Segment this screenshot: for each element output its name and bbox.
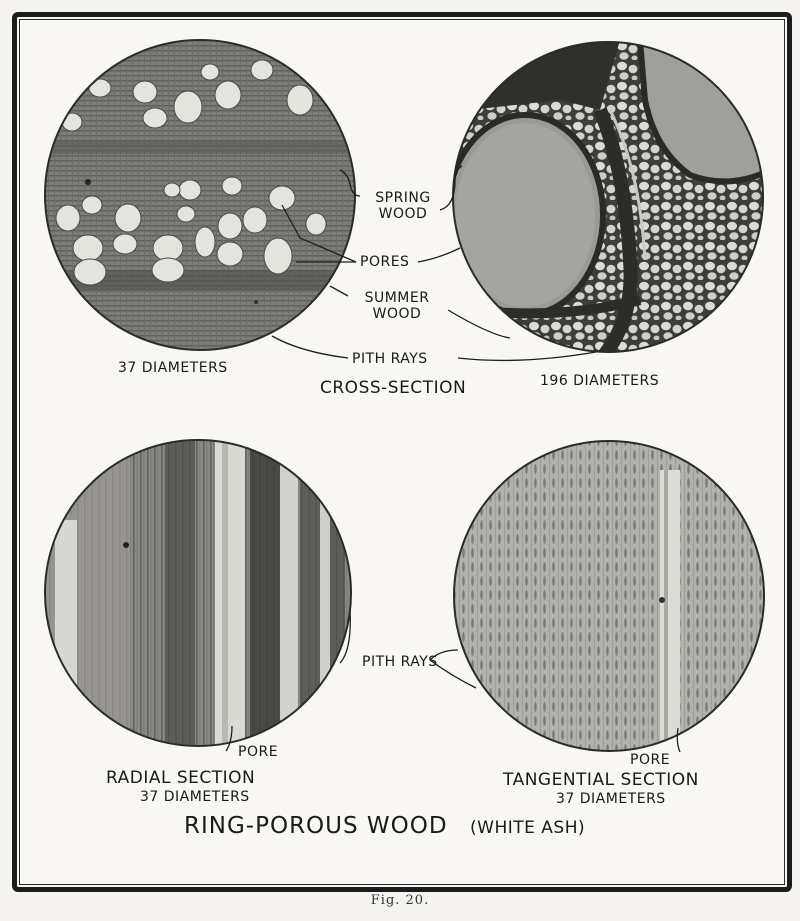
- pore-right-label: PORE: [630, 752, 671, 768]
- tangential-section-title: TANGENTIAL SECTION: [503, 770, 699, 790]
- main-title: RING-POROUS WOOD: [184, 813, 448, 839]
- radial-section-micrograph: [40, 435, 360, 755]
- magnification-196: 196 DIAMETERS: [540, 373, 660, 389]
- pore-left-label: PORE: [238, 744, 279, 760]
- spring-wood-label: SPRING WOOD: [375, 190, 431, 222]
- pith-rays-top-label: PITH RAYS: [352, 351, 428, 367]
- main-title-subtitle: (WHITE ASH): [470, 818, 586, 838]
- pith-rays-bottom-label: PITH RAYS: [362, 654, 438, 670]
- cross-section-high-micrograph: [447, 40, 770, 360]
- radial-magnification: 37 DIAMETERS: [140, 789, 250, 805]
- pores-label: PORES: [360, 254, 410, 270]
- radial-section-title: RADIAL SECTION: [106, 768, 256, 788]
- cross-section-title: CROSS-SECTION: [320, 378, 467, 398]
- summer-wood-label: SUMMER WOOD: [364, 290, 430, 322]
- tangential-magnification: 37 DIAMETERS: [556, 791, 666, 807]
- cross-section-low-micrograph: [40, 35, 360, 355]
- figure-caption: Fig. 20.: [370, 893, 430, 908]
- magnification-37-top: 37 DIAMETERS: [118, 360, 228, 376]
- tangential-section-micrograph: [450, 438, 770, 758]
